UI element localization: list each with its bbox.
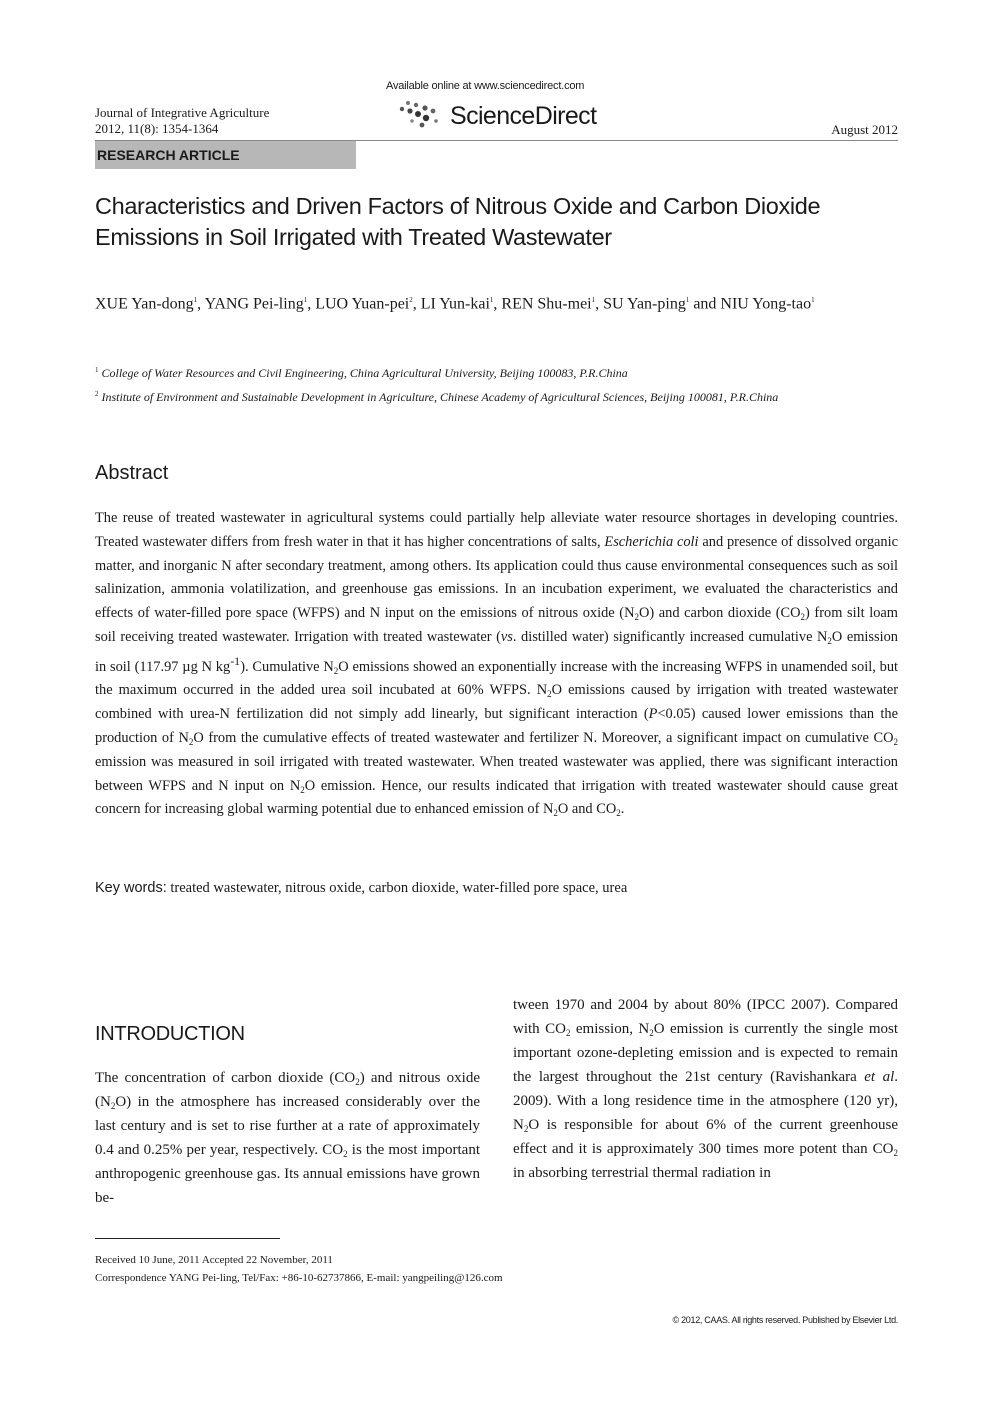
affiliation-1: $^1$ College of Water Resources and Civil Engineering, China Agricultural University, Beijing 100083, P.R.China [95,366,628,380]
author-name: XUE Yan-dong [95,295,194,313]
received-accepted-dates: Received 10 June, 2011 Accepted 22 November, 2011 [95,1254,333,1266]
author-affiliation-marker: 1 [811,296,815,304]
sciencedirect-dots-icon [398,97,446,133]
keywords-label: Key words: [95,880,167,896]
issue-date: August 2012 [831,122,898,137]
affiliation-2: $^2$ Institute of Environment and Sustainable Development in Agriculture, Chinese Academy of Agricultural Sciences, Beijing 100081, P.R.China [95,390,779,404]
author-affiliation-marker: 2 [409,296,413,304]
available-online-text[interactable]: Available online at www.sciencedirect.com [386,80,585,92]
copyright-notice: © 2012, CAAS. All rights reserved. Published by Elsevier Ltd. [672,1315,898,1325]
author-name: SU Yan-ping [603,295,686,313]
article-type-label: RESEARCH ARTICLE [95,141,356,169]
author-name: REN Shu-mei [501,295,592,313]
journal-info [95,105,269,137]
abstract-body: The reuse of treated wastewater in agricultural systems could partially help alleviate water resource shortages in developing countries. Treated wastewater differs from fresh water in that it has higher concentrations of salts, Escherichia coli and presence of dissolved organic matter, and inorganic N after secondary treatment, among others. Its application could thus cause environmental consequences such as soil salinization, ammonia volatilization, and greenhouse gas emissions. In an incubation experiment, we evaluated the characteristics and effects of water-filled pore space (WFPS) and N input on the emissions of nitrous oxide $(N_2O)$ and carbon dioxide $(CO_2)$ from silt loam soil receiving treated wastewater. Irrigation with treated wastewater (vs. distilled water) significantly increased cumulative $N_2O$ emission in soil (117.97 µg N $kg^{-1}$). Cumulative $N_2O$ emissions showed an exponentially increase with the increasing WFPS in unamended soil, but the maximum occurred in the added urea soil incubated at 60% WFPS. $N_2O$ emissions caused by irrigation with treated wastewater combined with urea-N fertilization did not simply add linearly, but significant interaction (P<0.05) caused lower emissions than the production of $N_2O$ from the cumulative effects of treated wastewater and fertilizer N. Moreover, a significant impact on cumulative $CO_2$ emission was measured in soil irrigated with treated wastewater. When treated wastewater was applied, there was significant interaction between WFPS and N input on $N_2O$ emission. Hence, our results indicated that irrigation with treated wastewater should cause great concern for increasing global warming potential due to enhanced emission of $N_2O$ and $CO_2$. [95,510,899,819]
author-name: NIU Yong-tao [720,295,812,313]
author-list: XUE Yan-dong$^1$, YANG Pei-ling$^1$, LUO Yuan-pei$^2$, LI Yun-kai$^1$, REN Shu-mei$^1$, SU Yan-ping$^1$ and NIU Yong-tao$^1$ [95,295,815,313]
abstract-heading: Abstract [95,462,169,484]
correspondence: Correspondence YANG Pei-ling, Tel/Fax: +86-10-62737866, E-mail: yangpeiling@126.com [95,1272,503,1284]
introduction-column-right: tween 1970 and 2004 by about 80% (IPCC 2007). Compared with $CO_2$ emission, $N_2O$ emission is currently the single most important ozone-depleting emission and is expected to remain the largest throughout the 21st century (Ravishankara et al. 2009). With a long residence time in the atmosphere (120 yr), $N_2O$ is responsible for about 6% of the current greenhouse effect and it is approximately 300 times more potent than $CO_2$ in absorbing terrestrial thermal radiation in [513,997,899,1181]
keywords [95,880,898,897]
author-affiliation-marker: 1 [303,296,308,304]
journal-reference: 2012, 11(8): 1354-1364 [95,121,219,136]
journal-name: Journal of Integrative Agriculture [95,105,270,120]
author-affiliation-marker: 1 [193,296,198,304]
affiliations [95,360,905,408]
author-affiliation-marker: 1 [591,296,596,304]
sciencedirect-logo[interactable] [398,97,596,133]
author-name: LI Yun-kai [420,295,490,313]
footnote-divider [95,1238,280,1239]
sciencedirect-brand: ScienceDirect [450,101,597,130]
author-affiliation-marker: 1 [489,296,494,304]
keywords-text: treated wastewater, nitrous oxide, carbon dioxide, water-filled pore space, urea [166,880,628,896]
author-affiliation-marker: 1 [685,296,690,304]
author-name: LUO Yuan-pei [315,295,410,313]
introduction-column-left: The concentration of carbon dioxide $(CO_2)$ and nitrous oxide $(N_2O)$ in the atmosphere has increased considerably over the last century and is set to rise further at a rate of approximately 0.4 and 0.25% per year, respectively. $CO_2$ is the most important anthropogenic greenhouse gas. Its annual emissions have grown be- [95,1070,480,1206]
footnotes [95,1251,503,1287]
introduction-heading: INTRODUCTION [95,1023,245,1045]
author-name: YANG Pei-ling [204,295,304,313]
article-title: Characteristics and Driven Factors of Nitrous Oxide and Carbon Dioxide Emissions in Soil Irrigated with Treated Wastewater [95,193,821,250]
